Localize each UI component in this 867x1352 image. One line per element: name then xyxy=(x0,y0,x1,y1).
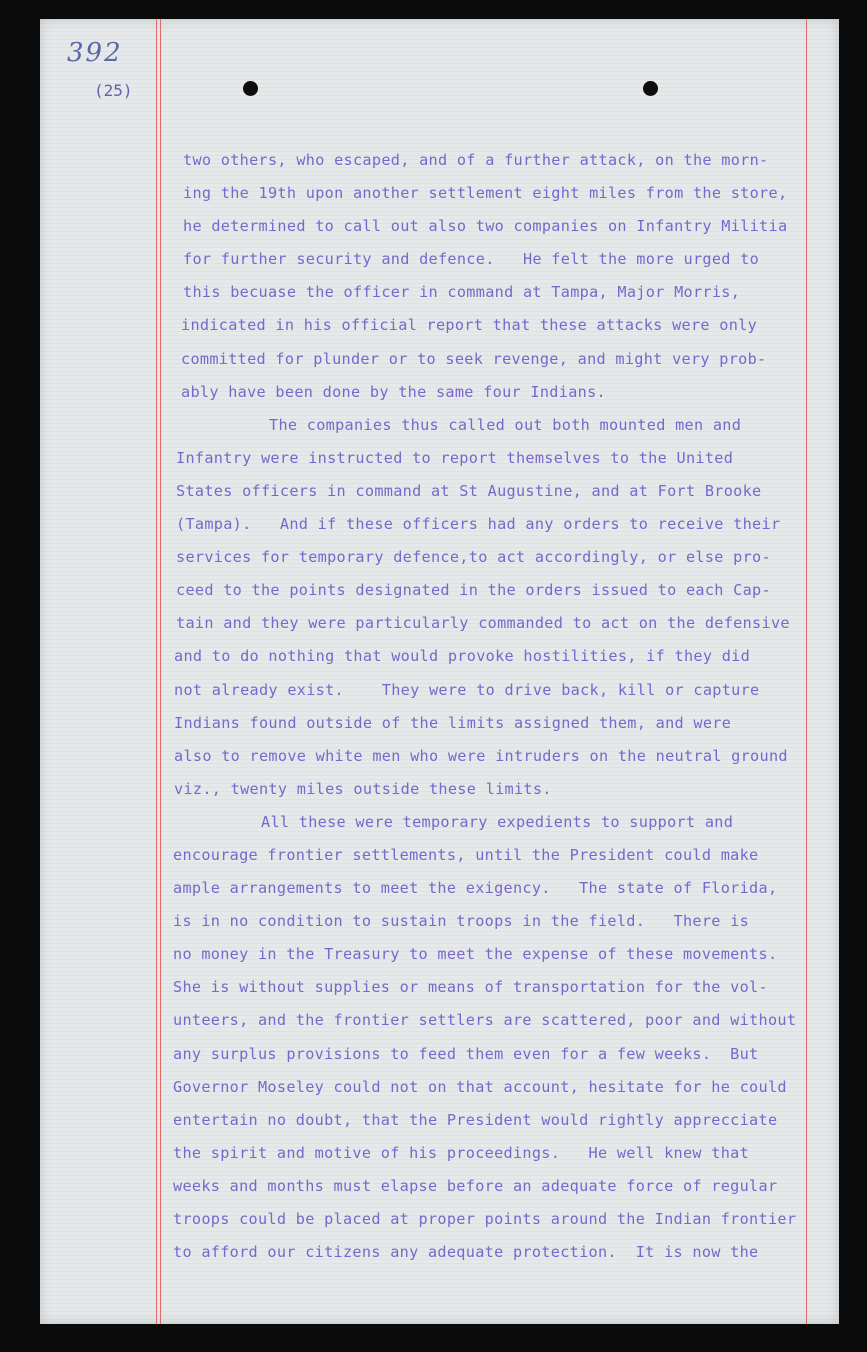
document-page xyxy=(40,19,839,1324)
text-line: to afford our citizens any adequate protection. It is now the xyxy=(173,1243,759,1262)
text-line: any surplus provisions to feed them even for a few weeks. But xyxy=(173,1044,759,1063)
text-line: weeks and months must elapse before an adequate force of regular xyxy=(173,1176,778,1195)
text-line: and to do nothing that would provoke hostilities, if they did xyxy=(174,647,751,666)
text-line: encourage frontier settlements, until the President could make xyxy=(173,845,759,864)
text-line: no money in the Treasury to meet the expense of these movements. xyxy=(173,945,778,964)
folio-number: 392 xyxy=(67,38,123,68)
text-line: unteers, and the frontier settlers are scattered, poor and without xyxy=(173,1011,797,1030)
text-line: The companies thus called out both mounted men and xyxy=(269,415,742,434)
page-number: (25) xyxy=(94,81,133,100)
text-line: two others, who escaped, and of a further attack, on the morn- xyxy=(183,151,769,169)
text-line: troops could be placed at proper points around the Indian frontier xyxy=(173,1210,797,1228)
text-line: Infantry were instructed to report themselves to the United xyxy=(176,448,734,467)
text-line: this becuase the officer in command at Tampa, Major Morris, xyxy=(183,283,741,302)
text-line: viz., twenty miles outside these limits. xyxy=(174,779,552,798)
text-line: She is without supplies or means of transportation for the vol- xyxy=(173,978,768,997)
text-line: services for temporary defence,to act accordingly, or else pro- xyxy=(176,548,771,567)
typewritten-body xyxy=(171,144,867,1269)
text-line: tain and they were particularly commanded to act on the defensive xyxy=(176,614,790,633)
text-line: ample arrangements to meet the exigency. The state of Florida, xyxy=(173,879,778,898)
text-line: ing the 19th upon another settlement eight miles from the store, xyxy=(183,184,788,203)
text-line: also to remove white men who were intruders on the neutral ground xyxy=(174,746,788,765)
text-line: for further security and defence. He felt the more urged to xyxy=(183,250,760,269)
text-line: indicated in his official report that these attacks were only xyxy=(181,316,758,335)
punch-hole-right xyxy=(643,81,658,96)
text-line: not already exist. They were to drive back, kill or capture xyxy=(174,680,760,699)
text-line: is in no condition to sustain troops in the field. There is xyxy=(173,912,750,931)
left-margin-line xyxy=(156,19,157,1324)
text-line: ably have been done by the same four Indians. xyxy=(181,382,606,401)
text-line: ceed to the points designated in the orders issued to each Cap- xyxy=(176,581,771,600)
text-line: All these were temporary expedients to support and xyxy=(261,812,734,831)
text-line: Indians found outside of the limits assigned them, and were xyxy=(174,713,732,732)
text-line: (Tampa). And if these officers had any orders to receive their xyxy=(176,515,781,534)
text-line: Governor Moseley could not on that account, hesitate for he could xyxy=(173,1077,787,1096)
text-line: the spirit and motive of his proceedings. He well knew that xyxy=(173,1143,750,1162)
punch-hole-left xyxy=(243,81,258,96)
text-line: States officers in command at St Augustine, and at Fort Brooke xyxy=(176,481,762,500)
text-line: he determined to call out also two companies on Infantry Militia xyxy=(183,217,788,236)
text-line: entertain no doubt, that the President would rightly apprecciate xyxy=(173,1110,778,1129)
text-line: committed for plunder or to seek revenge, and might very prob- xyxy=(181,349,767,368)
left-margin-line-inner xyxy=(160,19,161,1324)
